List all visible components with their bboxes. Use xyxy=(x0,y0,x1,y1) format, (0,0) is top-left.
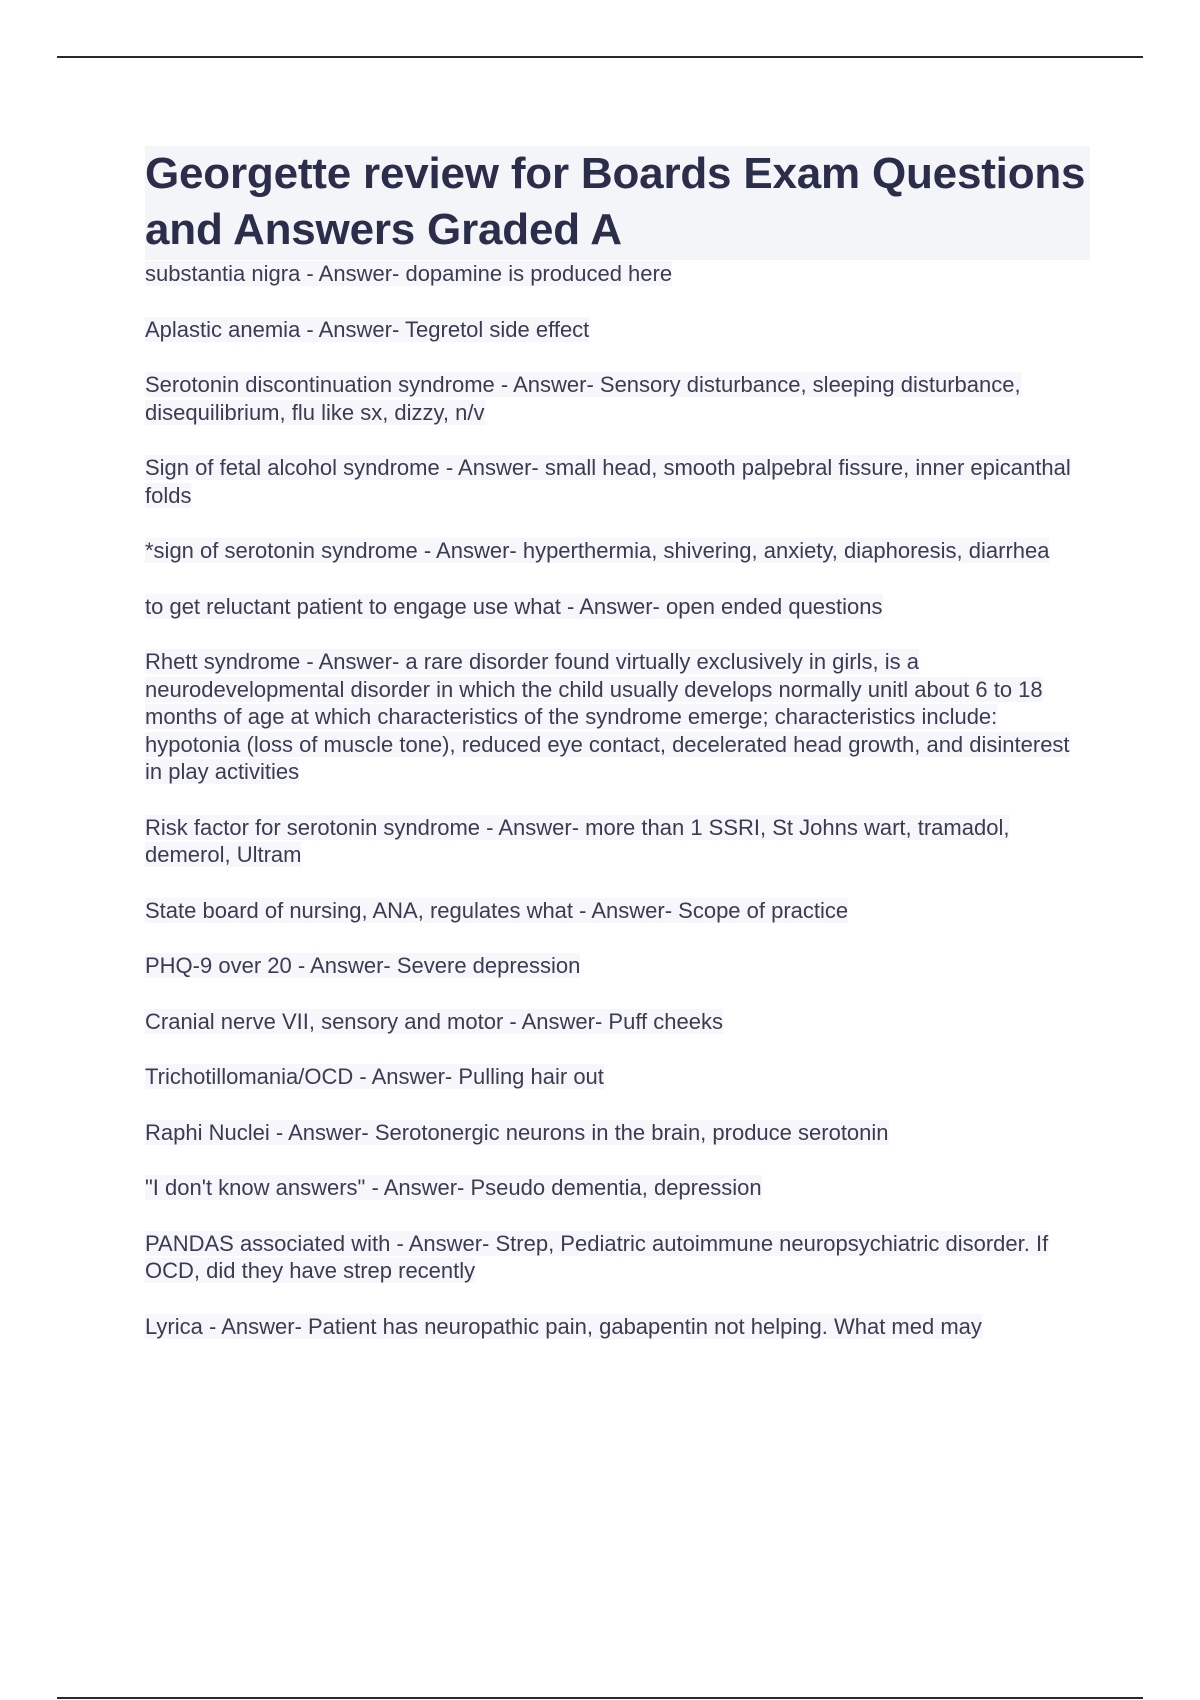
qa-text: State board of nursing, ANA, regulates what - Answer- Scope of practice xyxy=(145,897,849,923)
qa-text: PHQ-9 over 20 - Answer- Severe depression xyxy=(145,953,581,978)
qa-text: Lyrica - Answer- Patient has neuropathic pain, gabapentin not helping. What med may xyxy=(145,1313,982,1339)
qa-text: substantia nigra - Answer- dopamine is produced here xyxy=(145,261,673,286)
qa-text: Risk factor for serotonin syndrome - Answer- more than 1 SSRI, St Johns wart, tramadol, demerol, Ultram xyxy=(145,814,1010,867)
list-item xyxy=(145,897,1090,925)
qa-text: "I don't know answers" - Answer- Pseudo dementia, depression xyxy=(145,1175,762,1200)
qa-text: Rhett syndrome - Answer- a rare disorder found virtually exclusively in girls, is a neurodevelopmental disorder in which the child usually develops normally unitl about 6 to 18 months of age at which characteristics of the syndrome emerge; characteristics include: hypotonia (loss of muscle tone), reduced eye contact, decelerated head growth, and disinterest in play activities xyxy=(145,649,1070,784)
list-item xyxy=(145,593,1090,621)
top-divider xyxy=(57,56,1143,58)
list-item xyxy=(145,1313,1090,1341)
qa-text: PANDAS associated with - Answer- Strep, Pediatric autoimmune neuropsychiatric disorder. If OCD, did they have strep recently xyxy=(145,1230,1049,1283)
list-item xyxy=(145,454,1090,509)
list-item xyxy=(145,1174,1090,1202)
list-item xyxy=(145,1008,1090,1036)
qa-text: to get reluctant patient to engage use what - Answer- open ended questions xyxy=(145,593,883,619)
document-body xyxy=(145,146,1090,1368)
qa-text: Raphi Nuclei - Answer- Serotonergic neurons in the brain, produce serotonin xyxy=(145,1119,889,1145)
qa-text: *sign of serotonin syndrome - Answer- hyperthermia, shivering, anxiety, diaphoresis, diarrhea xyxy=(145,538,1050,563)
list-item xyxy=(145,371,1090,426)
list-item xyxy=(145,316,1090,344)
qa-text: Trichotillomania/OCD - Answer- Pulling hair out xyxy=(145,1064,604,1089)
qa-list xyxy=(145,260,1090,1340)
list-item xyxy=(145,260,1090,288)
qa-text: Cranial nerve VII, sensory and motor - Answer- Puff cheeks xyxy=(145,1008,723,1034)
qa-text: Serotonin discontinuation syndrome - Answer- Sensory disturbance, sleeping disturbance, disequilibrium, flu like sx, dizzy, n/v xyxy=(145,372,1021,425)
list-item xyxy=(145,952,1090,980)
list-item xyxy=(145,1230,1090,1285)
qa-text: Sign of fetal alcohol syndrome - Answer- small head, smooth palpebral fissure, inner epicanthal folds xyxy=(145,455,1071,508)
list-item xyxy=(145,537,1090,565)
bottom-divider xyxy=(57,1697,1143,1699)
list-item xyxy=(145,648,1090,786)
list-item xyxy=(145,814,1090,869)
list-item xyxy=(145,1063,1090,1091)
qa-text: Aplastic anemia - Answer- Tegretol side effect xyxy=(145,316,590,342)
page-title: Georgette review for Boards Exam Questions and Answers Graded A xyxy=(145,146,1090,260)
list-item xyxy=(145,1119,1090,1147)
